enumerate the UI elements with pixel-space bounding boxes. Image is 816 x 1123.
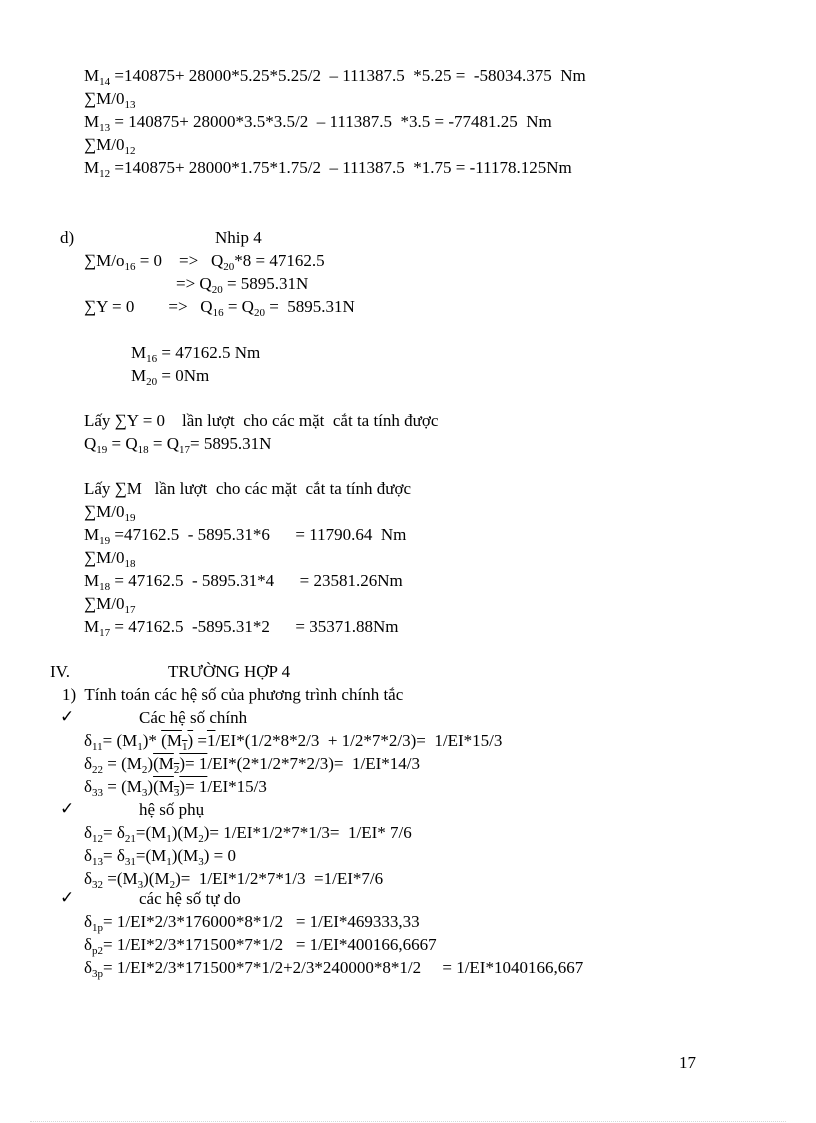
main-coefficients-heading: Các hệ số chính	[139, 708, 248, 727]
page-number: 17	[679, 1053, 696, 1072]
shear-values-line: $Q_{19} = Q_{18} = Q_{17}= 5895.31N$	[84, 434, 272, 456]
delta-13-line: $\delta_{13}= \delta_{31}=(M_1)(M_3) = 0$	[84, 846, 236, 868]
sum-moment-o13-line: $\sum M/0_{13}$	[84, 89, 136, 111]
item-1-heading: 1) Tính toán các hệ số của phương trình chính tắc	[62, 685, 404, 704]
checkmark-icon: ✓	[60, 799, 75, 819]
free-coefficients-heading: các hệ số tự do	[139, 889, 241, 908]
delta-p2-line: $\delta_{p2}= 1/EI*2/3*171500*7*1/2 = 1/EI*400166,6667$	[84, 935, 437, 957]
page-bottom-divider	[30, 1121, 786, 1122]
delta-33-line: $\delta_{33} = (M_3)(M_3)= 1/EI*15/3$	[84, 777, 267, 799]
moment-m13-line: $M_{13} = 140875+ 28000*3.5*3.5/2 - 111387.5$ *3.5 = -77481.25 Nm	[84, 112, 552, 134]
delta-22-line: $\delta_{22} = (M_2)(M_2)= 1/EI*(2*1/2*7*2/3)= 1/EI*14/3$	[84, 754, 420, 776]
delta-12-line: $\delta_{12}= \delta_{21}=(M_1)(M_2)= 1/EI*1/2*7*1/3= 1/EI*$ 7/6	[84, 823, 412, 845]
moment-m14-line: $M_{14} =140875+ 28000*5.25*5.25/2 - 111387.5$ *5.25 = -58034.375 Nm	[84, 66, 586, 88]
sum-moment-o18-line: $\sum M/0_{18}$	[84, 548, 136, 570]
q20-result-line: => $Q_{20} = 5895.31N$	[176, 274, 309, 296]
sum-moment-o16-line: $\sum M/o_{16} = 0$ => $Q_{20}*8 = 47162.5$	[84, 251, 325, 273]
checkmark-icon: ✓	[60, 707, 75, 727]
secondary-coefficients-heading: hệ số phụ	[139, 800, 205, 819]
delta-3p-line: $\delta_{3p}= 1/EI*2/3*171500*7*1/2+2/3*240000*8*1/2$ = 1/EI*1040166,667	[84, 958, 584, 980]
moment-m12-line: $M_{12} =140875+ 28000*1.75*1.75/2 - 111387.5$ *1.75 = -11178.125Nm	[84, 158, 572, 180]
moment-m18-line: $M_{18} = 47162.5 - 5895.31*4$ = 23581.26Nm	[84, 571, 403, 593]
sum-moment-o12-line: $\sum M/0_{12}$	[84, 135, 136, 157]
moment-m16-line: $M_{16} = 47162.5$ Nm	[131, 343, 261, 365]
delta-32-line: $\delta_{32} =(M_3)(M_2)= 1/EI*1/2*7*1/3 =1/EI*7/6$	[84, 869, 384, 891]
shear-method-text: Lấy ∑Y = 0 lần lượt cho các mặt cắt ta tính được	[84, 411, 439, 430]
moment-method-text: Lấy ∑M lần lượt cho các mặt cắt ta tính được	[84, 479, 412, 498]
delta-11-line: $\delta_{11}= (M_1)*$ $(M_1) =1/EI*(1/2*8*2/3 + 1/2*7*2/3)= 1/EI*15/3$	[84, 731, 503, 753]
section-iv-label: IV.	[50, 662, 70, 681]
moment-m20-line: $M_{20} = 0Nm$	[131, 366, 210, 388]
sum-moment-o19-line: $\sum M/0_{19}$	[84, 502, 136, 524]
section-d-title: Nhip 4	[215, 228, 262, 247]
delta-1p-line: $\delta_{1p}= 1/EI*2/3*176000*8*1/2 = 1/EI*469333,33$	[84, 912, 420, 934]
moment-m19-line: $M_{19} =47162.5 - 5895.31*6$ = 11790.64 Nm	[84, 525, 407, 547]
section-d-label: d)	[60, 228, 75, 247]
sum-y-line: ∑Y = 0 => $Q_{16} = Q_{20} = 5895.31N$	[84, 297, 355, 319]
section-iv-title: TRƯỜNG HỢP 4	[168, 662, 291, 681]
sum-moment-o17-line: $\sum M/0_{17}$	[84, 594, 136, 616]
checkmark-icon: ✓	[60, 888, 75, 908]
moment-m17-line: $M_{17} = 47162.5$ -5895.31*2 = 35371.88Nm	[84, 617, 399, 639]
